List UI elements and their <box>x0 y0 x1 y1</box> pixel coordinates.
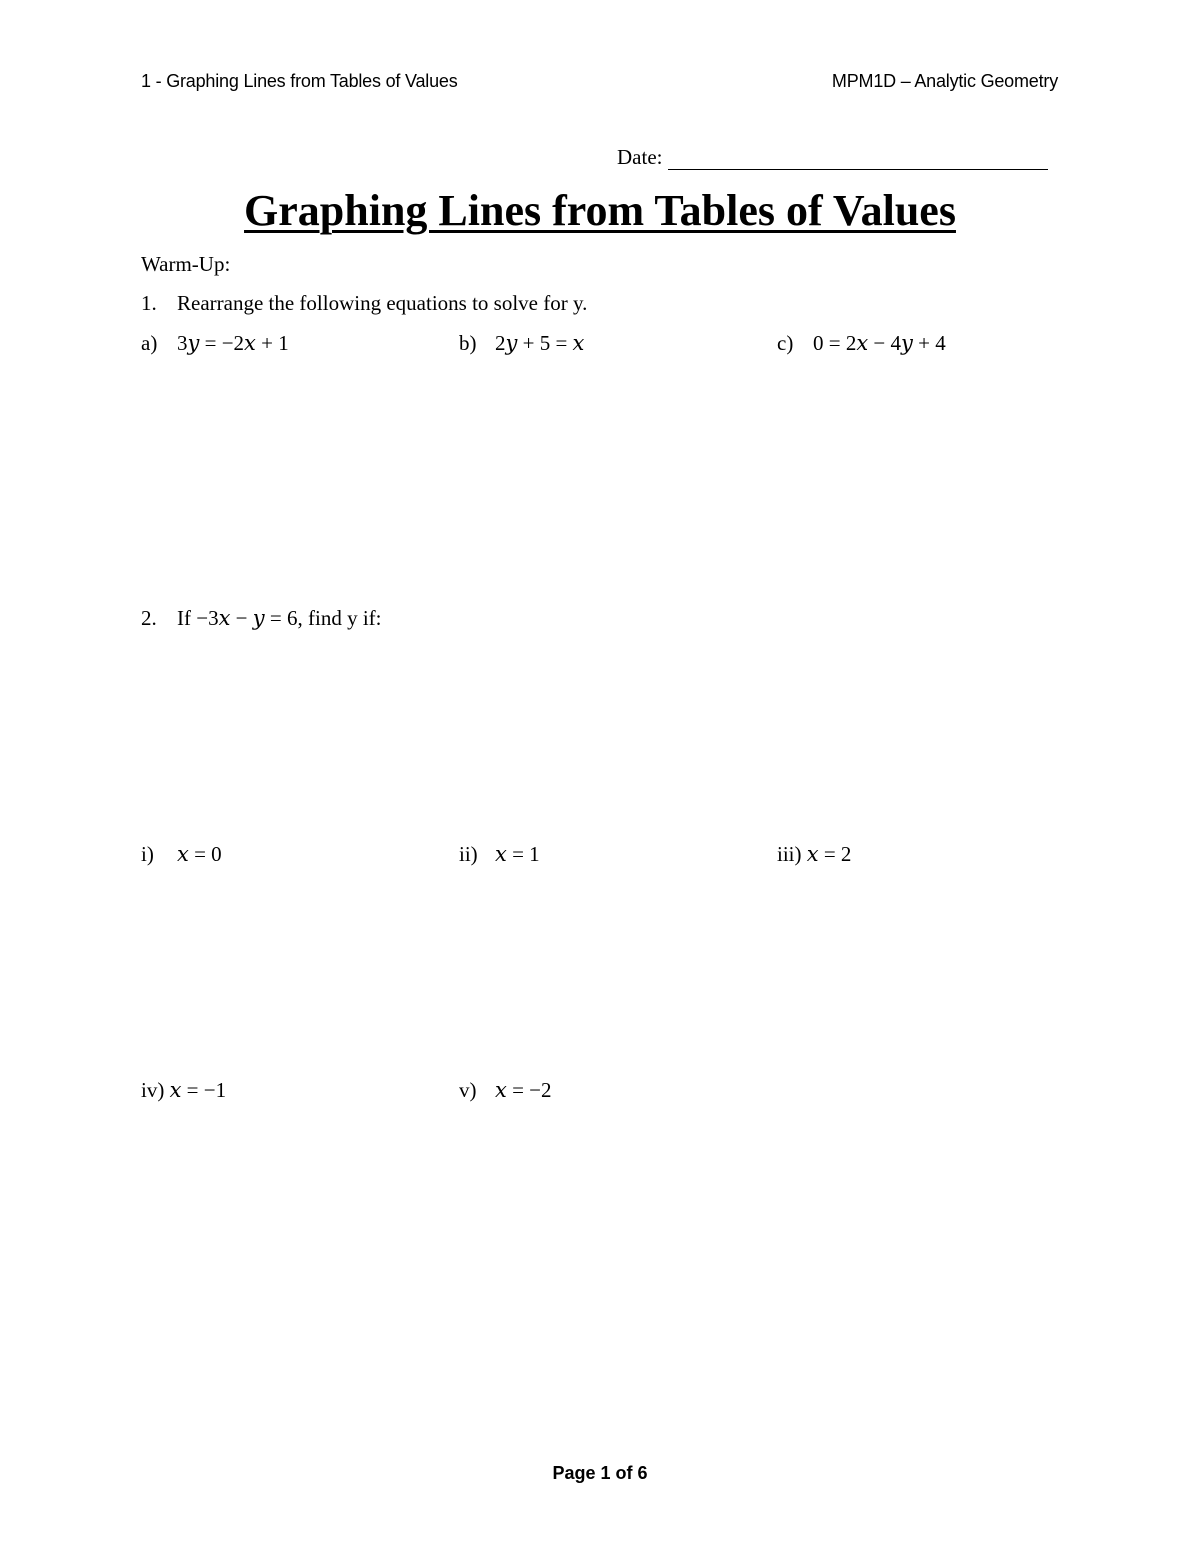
question-2-part-i <box>141 841 222 867</box>
question-1-number: 1. <box>141 291 157 315</box>
question-1-prompt: Rearrange the following equations to solve for y. <box>177 291 588 315</box>
part-expression: 𝑥 = 1 <box>495 842 540 866</box>
question-1 <box>141 290 587 316</box>
warmup-label: Warm-Up: <box>141 252 231 276</box>
header-right-course: MPM1D – Analytic Geometry <box>831 71 1058 91</box>
part-expression: 𝑥 = −2 <box>495 1078 552 1102</box>
date-blank-line[interactable] <box>668 149 1048 170</box>
part-expression: 0 = 2𝑥 − 4𝑦 + 4 <box>813 331 946 355</box>
part-label: iii) <box>777 842 802 866</box>
question-2 <box>141 605 382 631</box>
part-label: ii) <box>459 842 478 866</box>
part-expression: 2𝑦 + 5 = 𝑥 <box>495 331 585 355</box>
part-label: a) <box>141 331 158 355</box>
question-2-prompt-suffix: , find y if: <box>297 606 382 630</box>
question-1-part-c <box>777 330 946 356</box>
question-2-part-iii <box>777 841 851 867</box>
question-2-part-ii <box>459 841 540 867</box>
question-2-prompt-prefix: If <box>177 606 197 630</box>
page-number: Page 1 of 6 <box>552 1463 648 1483</box>
part-expression: 3𝑦 = −2𝑥 + 1 <box>177 331 289 355</box>
question-1-part-a <box>141 330 289 356</box>
date-label: Date: <box>617 145 663 169</box>
header-left-title: 1 - Graphing Lines from Tables of Values <box>141 71 458 91</box>
question-2-part-iv <box>141 1077 226 1103</box>
question-1-part-b <box>459 330 584 356</box>
part-expression: 𝑥 = −1 <box>169 1078 227 1102</box>
part-label: c) <box>777 331 794 355</box>
part-label: i) <box>141 842 154 866</box>
page-title: Graphing Lines from Tables of Values <box>244 186 956 235</box>
question-2-equation: −3𝑥 − 𝑦 = 6 <box>196 606 298 630</box>
question-2-number: 2. <box>141 606 157 630</box>
question-2-part-v <box>459 1077 552 1103</box>
part-label: iv) <box>141 1078 165 1102</box>
part-expression: 𝑥 = 2 <box>806 842 852 866</box>
part-label: v) <box>459 1078 477 1102</box>
part-expression: 𝑥 = 0 <box>177 842 222 866</box>
date-field <box>617 144 1048 170</box>
part-label: b) <box>459 331 477 355</box>
